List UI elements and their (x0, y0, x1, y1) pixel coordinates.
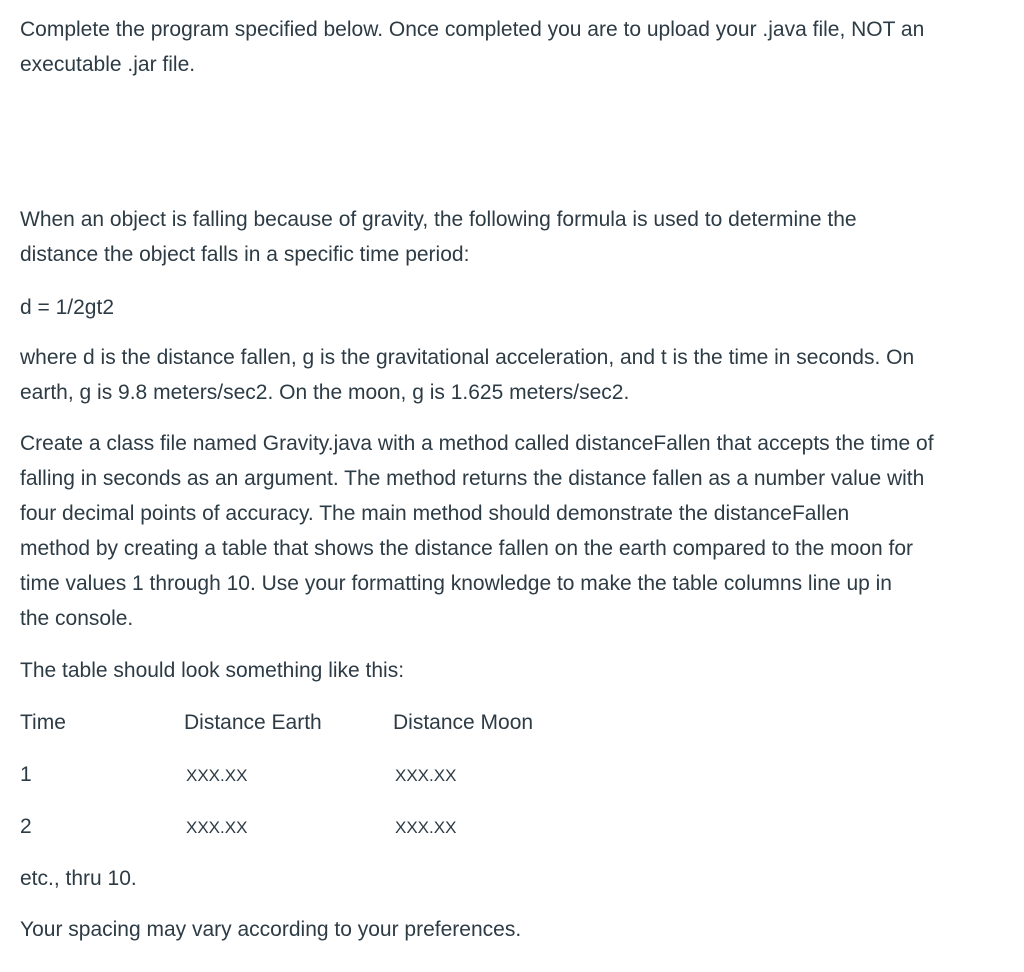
gravity-line-1: When an object is falling because of gravity, the following formula is used to determine the (20, 208, 857, 231)
header-distance-moon: Distance Moon (393, 711, 534, 734)
variables-line-1: where d is the distance fallen, g is the gravitational acceleration, and t is the time in seconds. On (20, 346, 915, 369)
intro-line-2: executable .jar file. (20, 53, 196, 76)
header-distance-earth: Distance Earth (184, 711, 322, 734)
table-intro: The table should look something like this: (20, 659, 405, 682)
instructions-line-5: time values 1 through 10. Use your formatting knowledge to make the table columns line up in (20, 572, 892, 595)
row-1-earth: XXX.XX (186, 766, 248, 785)
row-2-time: 2 (20, 815, 32, 838)
header-time: Time (20, 711, 66, 734)
instructions-line-4: method by creating a table that shows the distance fallen on the earth compared to the moon for (20, 537, 914, 560)
instructions-line-1: Create a class file named Gravity.java with a method called distanceFallen that accepts the time of (20, 432, 934, 455)
row-2-earth: XXX.XX (186, 818, 248, 837)
instructions-line-3: four decimal points of accuracy. The main method should demonstrate the distanceFallen (20, 502, 850, 525)
row-1-time: 1 (20, 763, 32, 786)
formula: d = 1/2gt2 (20, 296, 114, 319)
closing-note: Your spacing may vary according to your preferences. (20, 918, 522, 941)
etc-note: etc., thru 10. (20, 867, 137, 890)
gravity-line-2: distance the object falls in a specific time period: (20, 243, 470, 266)
intro-line-1: Complete the program specified below. Once completed you are to upload your .java file, NOT an (20, 18, 925, 41)
instructions-line-2: falling in seconds as an argument. The method returns the distance fallen as a number value with (20, 467, 925, 490)
variables-line-2: earth, g is 9.8 meters/sec2. On the moon, g is 1.625 meters/sec2. (20, 381, 630, 404)
row-1-moon: XXX.XX (395, 766, 457, 785)
instructions-line-6: the console. (20, 607, 134, 630)
row-2-moon: XXX.XX (395, 818, 457, 837)
